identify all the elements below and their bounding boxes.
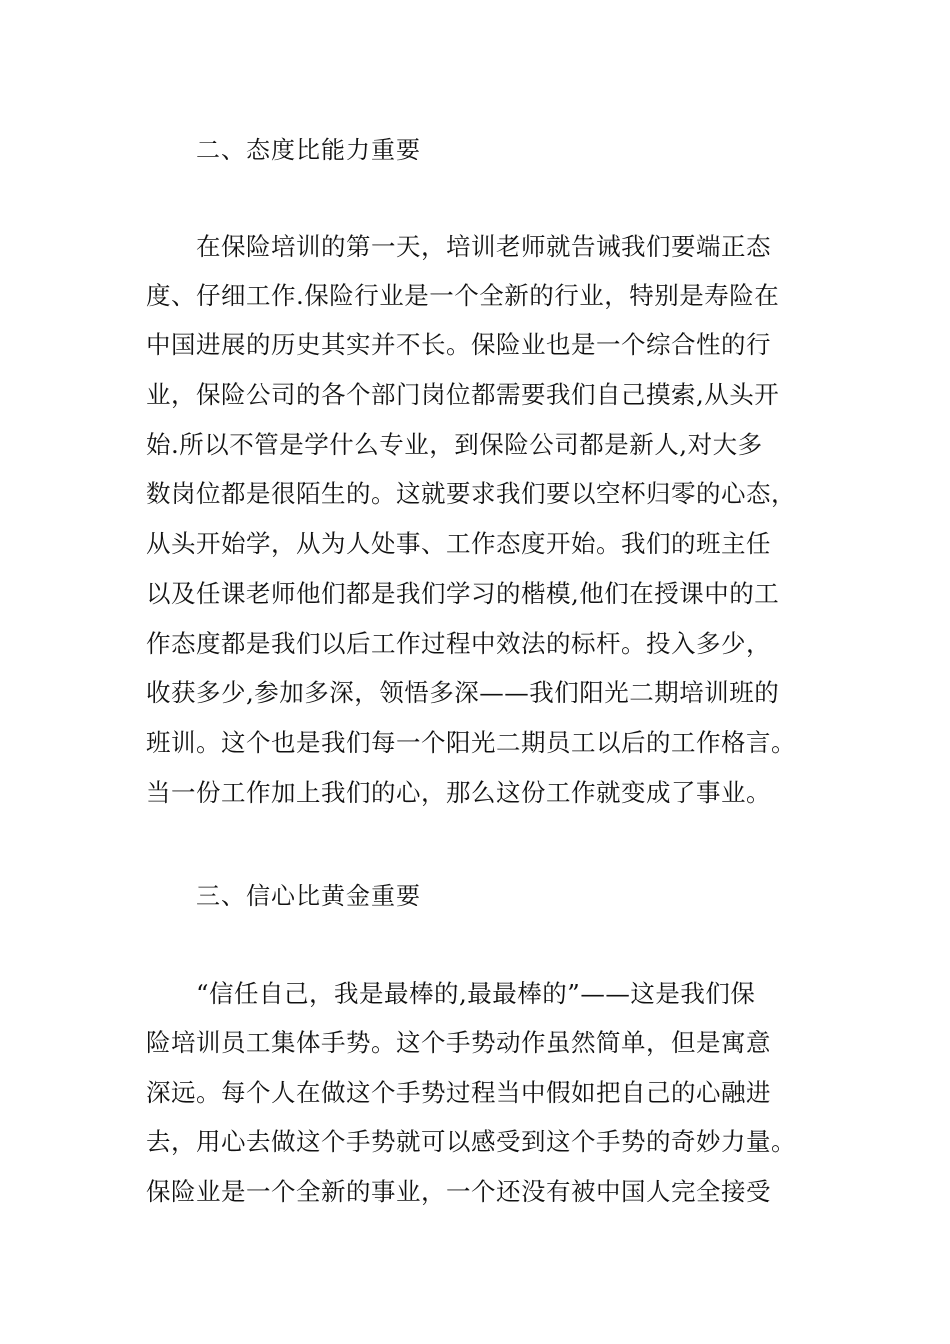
paragraph-line: 深远。每个人在做这个手势过程当中假如把自己的心融进 — [146, 1078, 771, 1107]
paragraph-line: 度、仔细工作.保险行业是一个全新的行业，特别是寿险在 — [146, 281, 780, 310]
paragraph-line: 当一份工作加上我们的心，那么这份工作就变成了事业。 — [146, 778, 771, 807]
paragraph-line: 中国进展的历史其实并不长。保险业也是一个综合性的行 — [146, 330, 771, 359]
paragraph-line: 在保险培训的第一天，培训老师就告诫我们要端正态 — [196, 232, 771, 261]
paragraph-line: “信任自己，我是最棒的,最最棒的”——这是我们保 — [196, 979, 756, 1008]
paragraph-line: 班训。这个也是我们每一个阳光二期员工以后的工作格言。 — [146, 728, 796, 757]
paragraph-line: 以及任课老师他们都是我们学习的楷模,他们在授课中的工 — [146, 579, 780, 608]
paragraph-line: 去，用心去做这个手势就可以感受到这个手势的奇妙力量。 — [146, 1127, 796, 1156]
paragraph-line: 从头开始学，从为人处事、工作态度开始。我们的班主任 — [146, 529, 771, 558]
paragraph-line: 收获多少,参加多深，领悟多深——我们阳光二期培训班的 — [146, 678, 780, 707]
paragraph-line: 保险业是一个全新的事业，一个还没有被中国人完全接受 — [146, 1177, 771, 1206]
paragraph-line: 始.所以不管是学什么专业，到保险公司都是新人,对大多 — [146, 430, 763, 459]
section-3-heading: 三、信心比黄金重要 — [196, 882, 421, 910]
paragraph-line: 险培训员工集体手势。这个手势动作虽然简单，但是寓意 — [146, 1028, 771, 1057]
paragraph-line: 作态度都是我们以后工作过程中效法的标杆。投入多少， — [146, 629, 771, 658]
paragraph-line: 业，保险公司的各个部门岗位都需要我们自己摸索,从头开 — [146, 380, 780, 409]
paragraph-line: 数岗位都是很陌生的。这就要求我们要以空杯归零的心态， — [146, 479, 796, 508]
section-2-heading: 二、态度比能力重要 — [196, 136, 421, 164]
